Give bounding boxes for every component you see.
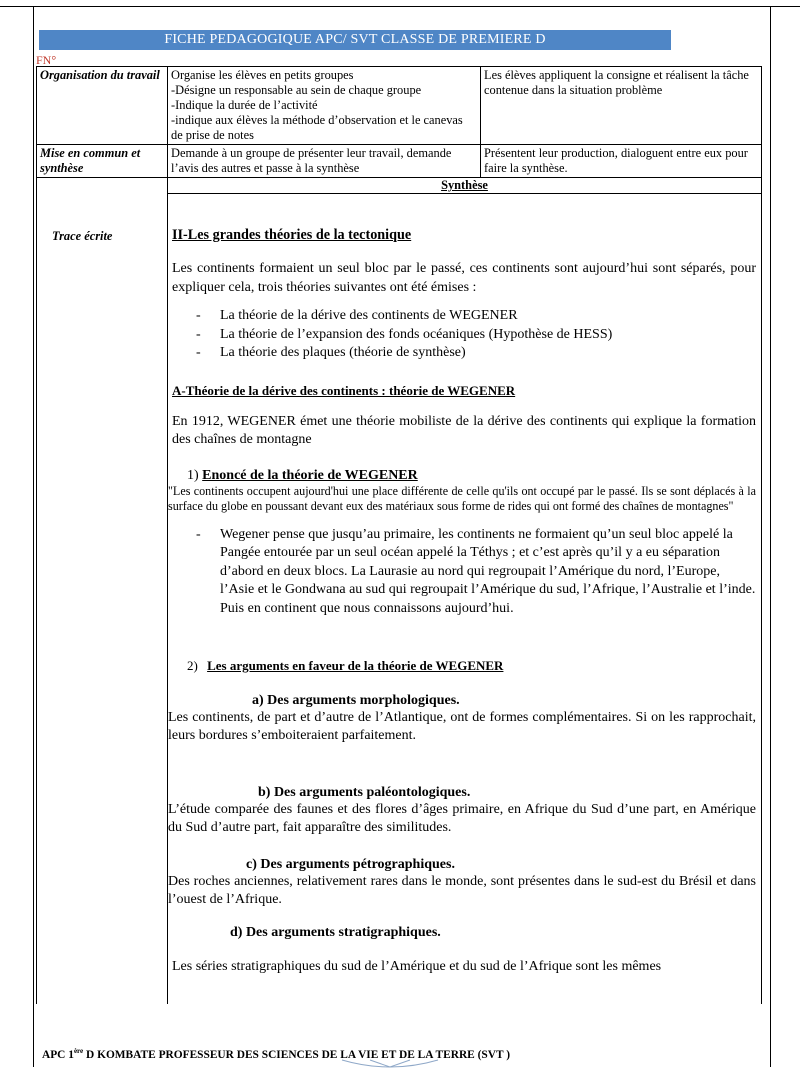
teacher-line: Organise les élèves en petits groupes <box>171 68 354 82</box>
teacher-activity-cell <box>168 67 481 145</box>
header-banner: FICHE PEDAGOGIQUE APC/ SVT CLASSE DE PREMIERE D <box>39 30 671 50</box>
student-activity-cell: Présentent leur production, dialoguent entre eux pour faire la synthèse. <box>481 145 762 178</box>
subsection-number: 2) <box>187 658 198 673</box>
trace-label-cell <box>37 194 168 1004</box>
row-label-trace-ecrite: Trace écrite <box>52 229 113 243</box>
table-row <box>37 178 762 194</box>
subsection-heading: Les arguments en faveur de la théorie de WEGENER <box>207 658 504 673</box>
footer-sup: ère <box>73 1047 84 1055</box>
argument-d-text: Les séries stratigraphiques du sud de l’Amérique et du sud de l’Afrique sont les mêmes <box>172 959 662 974</box>
page-left-rule <box>33 6 34 1067</box>
table-row <box>37 145 762 178</box>
subsection-1-title <box>172 468 756 484</box>
argument-a-text: Les continents, de part et d’autre de l’Atlantique, ont de formes complémentaires. Si on les rapprochait, leurs bordures s’emboiteraient parfaitement. <box>168 710 756 743</box>
argument-b-text: L’étude comparée des faunes et des flores d’âges primaire, en Afrique du Sud d’une part, en Amérique du Sud d’autre part, fait apparaître des similitudes. <box>168 802 756 835</box>
list-item: - La théorie de la dérive des continents de WEGENER <box>196 307 756 326</box>
argument-c-title: c) Des arguments pétrographiques. <box>246 857 455 872</box>
synthesis-content <box>168 223 756 976</box>
section-a-title: A-Théorie de la dérive des continents : théorie de WEGENER <box>172 382 516 398</box>
list-item: - Wegener pense que jusqu’au primaire, les continents ne formaient qu’un seul bloc appelé la Pangée entourée par un seul océan appelé la Téthys ; et c’est après qu’il y a eu séparation d’abord en deux blocs. La Laurasie au nord qui regroupait l’Amérique du nord, l’Europe, l’Asie et le Gondwana au sud qui regroupait l’Amérique du sud, l’Afrique, l’Australie et l’inde. Puis en continent que nous connaissons aujourd’hui. <box>196 526 756 619</box>
wegener-explanation <box>172 526 756 619</box>
wegener-quote: "Les continents occupent aujourd'hui une place différente de celle qu'ils ont occupé par le passé. Ils se sont déplacés à la surface du globe en poussant devant eux des matériaux sous forme de rides qui ont formé des chaînes de montagnes" <box>168 483 756 513</box>
page-right-rule <box>770 6 771 1067</box>
subsection-number: 1) <box>187 467 199 483</box>
footer-apc: APC 1 <box>42 1048 74 1061</box>
row-label-organisation: Organisation du travail <box>37 67 168 145</box>
student-activity-cell: Les élèves appliquent la consigne et réalisent la tâche contenue dans la situation problème <box>481 67 762 145</box>
teacher-line: -Désigne un responsable au sein de chaque groupe <box>171 83 422 97</box>
intro-paragraph: Les continents formaient un seul bloc par le passé, ces continents sont aujourd’hui sont séparés, pour expliquer cela, trois théories suivantes ont été émises : <box>172 261 756 295</box>
section-title: II-Les grandes théories de la tectonique <box>172 227 412 243</box>
argument-b-title: b) Des arguments paléontologiques. <box>258 785 471 800</box>
footer-logo-icon <box>340 1058 440 1070</box>
list-item: - La théorie de l’expansion des fonds océaniques (Hypothèse de HESS) <box>196 326 756 345</box>
teacher-line: -Indique la durée de l’activité <box>171 98 318 112</box>
row-label-mise-en-commun: Mise en commun et synthèse <box>37 145 168 178</box>
synthese-header-cell <box>168 178 762 194</box>
argument-a-title: a) Des arguments morphologiques. <box>252 693 460 708</box>
argument-d-title: d) Des arguments stratigraphiques. <box>230 925 441 940</box>
section-a-paragraph: En 1912, WEGENER émet une théorie mobiliste de la dérive des continents qui explique la formation des chaînes de montagne <box>172 413 756 447</box>
teacher-line: -indique aux élèves la méthode d’observation et le canevas de prise de notes <box>171 113 463 142</box>
empty-label-cell <box>37 178 168 194</box>
theories-list <box>172 307 756 363</box>
fiche-number-label: FN° <box>36 53 57 67</box>
argument-c-text: Des roches anciennes, relativement rares dans le monde, sont présentes dans le sud-est du Brésil et dans l’ouest de l’Afrique. <box>168 874 756 907</box>
footer-author: D KOMBATE PROFESSEUR DES SCIENCES DE LA VIE ET DE LA TERRE (SVT ) <box>83 1048 510 1061</box>
list-item: - La théorie des plaques (théorie de synthèse) <box>196 344 756 363</box>
teacher-line: Demande à un groupe de présenter leur travail, demande l’avis des autres et passe à la synthèse <box>171 146 452 175</box>
subsection-heading: Enoncé de la théorie de WEGENER <box>202 467 418 483</box>
page-top-rule <box>0 6 800 7</box>
teacher-activity-cell <box>168 145 481 178</box>
table-row <box>37 67 762 145</box>
subsection-2-title <box>172 658 756 674</box>
synthese-header: Synthèse <box>441 178 488 192</box>
